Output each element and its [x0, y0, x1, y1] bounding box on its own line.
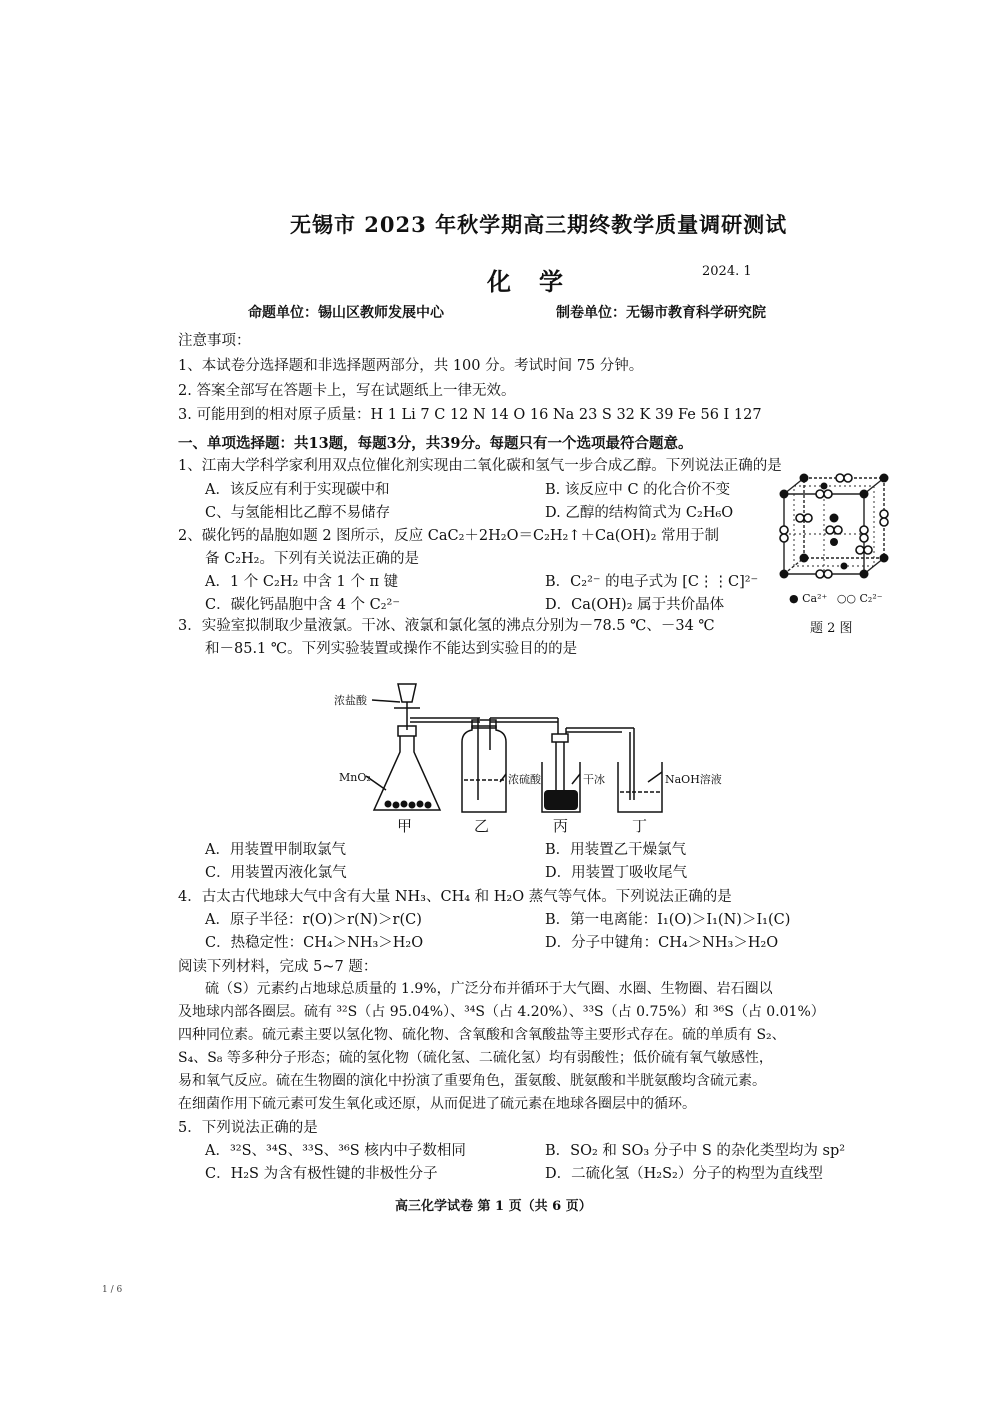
q2-stem-line2: 备 C₂H₂。下列有关说法正确的是 [205, 551, 419, 567]
c2-ion-icon: ○○ [836, 592, 857, 605]
reading-line-5: 易和氧气反应。硫在生物圈的演化中扮演了重要角色，蛋氨酸、胱氨酸和半胱氨酸均含硫元素。 [178, 1073, 766, 1089]
q1-stem: 1、江南大学科学家利用双点位催化剂实现由二氧化碳和氢气一步合成乙醇。下列说法正确的是 [178, 458, 782, 474]
notes-item-1: 1、本试卷分选择题和非选择题两部分，共 100 分。考试时间 75 分钟。 [178, 358, 644, 374]
print-unit: 制卷单位：无锡市教育科学研究院 [556, 305, 766, 321]
exam-date: 2024. 1 [702, 264, 752, 279]
q5-option-b: B．SO₂ 和 SO₃ 分子中 S 的杂化类型均为 sp² [545, 1143, 846, 1159]
ca-ion-icon: ● [789, 592, 799, 605]
ca-ion-label: Ca²⁺ [802, 592, 828, 605]
q2-option-c: C．碳化钙晶胞中含 4 个 C₂²⁻ [205, 597, 401, 613]
label-conc-hcl: 浓盐酸 [334, 694, 367, 707]
label-dry-ice: 干冰 [583, 773, 605, 786]
label-conc-h2so4: 浓硫酸 [508, 773, 541, 786]
apparatus-label-bing: 丙 [553, 817, 569, 835]
q2-option-a: A．1 个 C₂H₂ 中含 1 个 π 键 [205, 574, 399, 590]
section-heading: 一、单项选择题：共13题，每题3分，共39分。每题只有一个选项最符合题意。 [178, 435, 693, 452]
q1-option-c: C、与氢能相比乙醇不易储存 [205, 505, 391, 521]
calcium-carbide-unit-cell-figure [774, 472, 904, 597]
figure-legend [789, 592, 883, 605]
reading-line-1: 硫（S）元素约占地球总质量的 1.9%，广泛分布并循环于大气圈、水圈、生物圈、岩石圈以 [205, 981, 773, 997]
q2-stem-line1: 2、碳化钙的晶胞如题 2 图所示，反应 CaC₂＋2H₂O＝C₂H₂↑＋Ca(OH)₂ 常用于制 [178, 528, 720, 544]
page-marker: 1 / 6 [102, 1285, 123, 1295]
q1-option-b: B. 该反应中 C 的化合价不变 [545, 482, 731, 498]
q3-option-a: A．用装置甲制取氯气 [205, 842, 346, 858]
q1-option-a: A．该反应有利于实现碳中和 [205, 482, 390, 498]
subject-title: 化学 [487, 267, 591, 296]
q2-option-b: B．C₂²⁻ 的电子式为 [C⋮⋮C]²⁻ [545, 574, 759, 590]
q5-option-d: D．二硫化氢（H₂S₂）分子的构型为直线型 [545, 1166, 823, 1182]
q3-stem-line2: 和－85.1 ℃。下列实验装置或操作不能达到实验目的的是 [205, 641, 578, 657]
label-mno2: MnO₂ [339, 771, 371, 784]
reading-line-4: S₄、S₈ 等多种分子形态；硫的氢化物（硫化氢、二硫化氢）均有弱酸性；低价硫有氧气敏感性， [178, 1050, 773, 1066]
reading-line-2: 及地球内部各圈层。硫有 ³²S（占 95.04%）、³⁴S（占 4.20%）、³³S（占 0.75%）和 ³⁶S（占 0.01%） [178, 1004, 825, 1020]
q1-option-d: D. 乙醇的结构简式为 C₂H₆O [545, 505, 734, 521]
reading-intro: 阅读下列材料，完成 5~7 题： [178, 959, 378, 975]
apparatus-label-yi: 乙 [474, 817, 490, 835]
q5-stem: 5．下列说法正确的是 [178, 1120, 318, 1136]
q3-stem-line1: 3．实验室拟制取少量液氯。干冰、液氯和氯化氢的沸点分别为－78.5 ℃、－34 ℃ [178, 618, 715, 634]
reading-line-6: 在细菌作用下硫元素可发生氧化或还原，从而促进了硫元素在地球各圈层中的循环。 [178, 1096, 696, 1112]
page-footer: 高三化学试卷 第 1 页（共 6 页） [395, 1199, 592, 1214]
label-naoh-solution: NaOH溶液 [665, 773, 722, 786]
q5-option-c: C．H₂S 为含有极性键的非极性分子 [205, 1166, 438, 1182]
q4-option-c: C．热稳定性：CH₄＞NH₃＞H₂O [205, 935, 424, 951]
reading-line-3: 四种同位素。硫元素主要以氢化物、硫化物、含氧酸和含氧酸盐等主要形式存在。硫的单质有 S₂、 [178, 1027, 786, 1043]
q3-option-d: D．用装置丁吸收尾气 [545, 865, 688, 881]
apparatus-label-jia: 甲 [397, 817, 413, 835]
c2-ion-label: C₂²⁻ [859, 592, 883, 605]
apparatus-label-ding: 丁 [632, 817, 648, 835]
notes-item-2: 2. 答案全部写在答题卡上，写在试题纸上一律无效。 [178, 383, 516, 399]
q2-option-d: D．Ca(OH)₂ 属于共价晶体 [545, 597, 725, 613]
notes-item-3: 3. 可能用到的相对原子质量：H 1 Li 7 C 12 N 14 O 16 Na 23 S 32 K 39 Fe 56 I 127 [178, 407, 762, 423]
q4-stem: 4．古太古代地球大气中含有大量 NH₃、CH₄ 和 H₂O 蒸气等气体。下列说法正确的是 [178, 889, 732, 905]
figure-caption: 题 2 图 [810, 621, 853, 636]
notes-heading: 注意事项： [178, 333, 251, 349]
q4-option-d: D．分子中键角：CH₄＞NH₃＞H₂O [545, 935, 779, 951]
q5-option-a: A．³²S、³⁴S、³³S、³⁶S 核内中子数相同 [205, 1143, 466, 1159]
q4-option-a: A．原子半径：r(O)＞r(N)＞r(C) [205, 912, 422, 928]
chlorine-apparatus-diagram [330, 672, 730, 840]
setter-unit: 命题单位：锡山区教师发展中心 [248, 305, 444, 321]
q3-option-c: C．用装置丙液化氯气 [205, 865, 347, 881]
q3-option-b: B．用装置乙干燥氯气 [545, 842, 687, 858]
q4-option-b: B．第一电离能：I₁(O)＞I₁(N)＞I₁(C) [545, 912, 791, 928]
exam-title: 无锡市 2023 年秋学期高三期终教学质量调研测试 [290, 212, 788, 237]
